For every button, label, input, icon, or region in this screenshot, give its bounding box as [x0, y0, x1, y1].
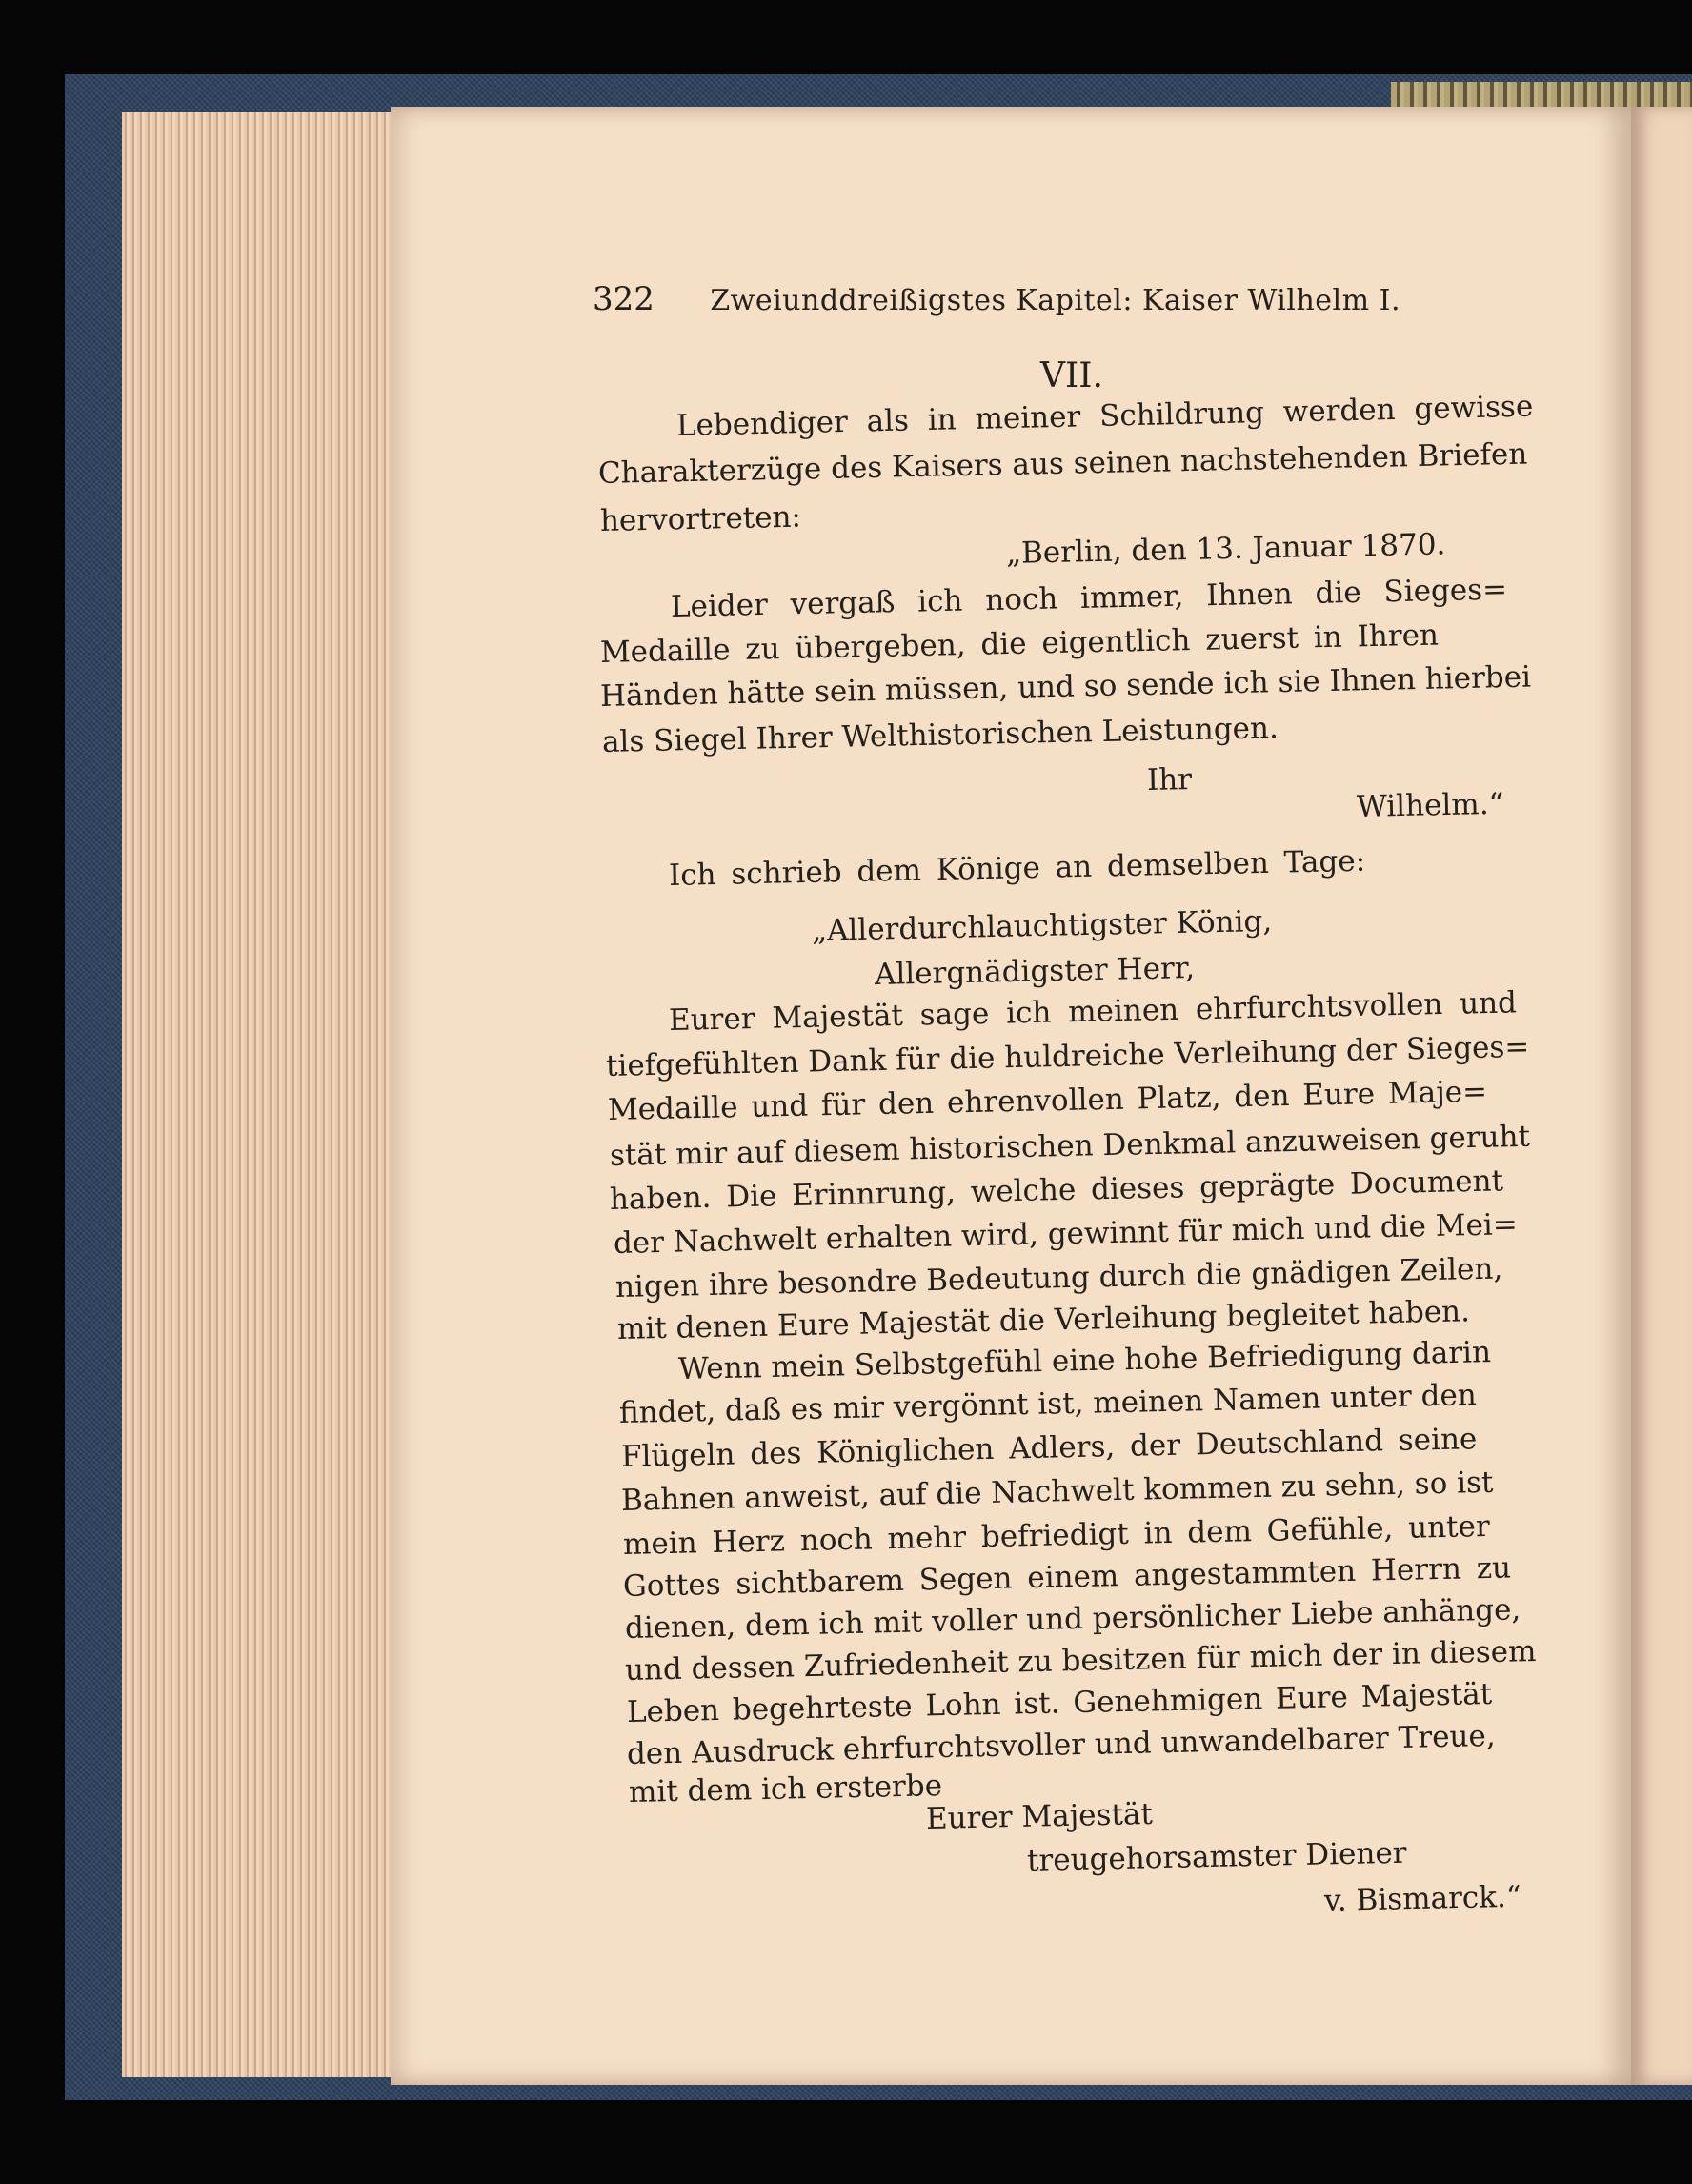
text-line: stät mir auf diesem historischen Denkmal anzuweisen geruht — [609, 1119, 1531, 1173]
text-line: nigen ihre besondre Bedeutung durch die gnädigen Zeilen, — [614, 1251, 1503, 1304]
text-line: Leben begehrteste Lohn ist. Genehmigen Eure Majestät — [626, 1676, 1493, 1729]
signature-line: v. Bismarck.“ — [1323, 1879, 1522, 1918]
text-line: mein Herz noch mehr befriedigt in dem Gefühle, unter — [622, 1508, 1491, 1562]
page-edges — [122, 112, 398, 2077]
section-heading: VII. — [1040, 356, 1103, 395]
text-line: Medaille zu übergeben, die eigentlich zuerst in Ihren — [599, 617, 1440, 670]
text-line: Wenn mein Selbstgefühl eine hohe Befriedigung darin — [677, 1335, 1492, 1386]
text-line: „Allerdurchlauchtigster König, — [811, 903, 1273, 948]
text-line: Flügeln des Königlichen Adlers, der Deutschland seine — [620, 1422, 1478, 1474]
text-line: tiefgefühlten Dank für die huldreiche Verleihung der Sieges= — [605, 1029, 1530, 1083]
text-line: Händen hätte sein müssen, und so sende ich sie Ihnen hierbei — [599, 659, 1532, 714]
text-line: Ich schrieb dem Könige an demselben Tage: — [668, 843, 1366, 893]
page-number: 322 — [593, 280, 655, 318]
headband — [1391, 82, 1692, 107]
text-line: der Nachwelt erhalten wird, gewinnt für mich und die Mei= — [613, 1207, 1519, 1261]
text-line: Lebendiger als in meiner Schildrung werden gewisse — [675, 389, 1534, 443]
text-line: den Ausdruck ehrfurchtsvoller und unwandelbarer Treue, — [626, 1718, 1496, 1771]
text-line: und dessen Zufriedenheit zu besitzen für mich der in diesem — [624, 1633, 1537, 1688]
text-line: „Berlin, den 13. Januar 1870. — [1005, 527, 1446, 571]
text-line: hervortreten: — [599, 499, 802, 538]
text-line: mit dem ich ersterbe — [628, 1769, 943, 1810]
text-line: dienen, dem ich mit voller und persönlicher Liebe anhänge, — [624, 1592, 1521, 1646]
text-line: Medaille und für den ehrenvollen Platz, den Eure Maje= — [607, 1074, 1488, 1127]
text-line: findet, daß es mir vergönnt ist, meinen Namen unter den — [618, 1378, 1478, 1430]
text-line: Eurer Majestät sage ich meinen ehrfurchtsvollen und — [668, 985, 1518, 1038]
facing-page-edge — [1631, 107, 1692, 2085]
text-line: Charakterzüge des Kaisers aus seinen nachstehenden Briefen — [597, 436, 1528, 491]
signature-line: Eurer Majestät — [925, 1797, 1154, 1836]
text-line: Bahnen anweist, auf die Nachwelt kommen zu sehn, so ist — [620, 1465, 1494, 1518]
text-line: Ihr — [1146, 762, 1193, 798]
text-line: als Siegel Ihrer Welthistorischen Leistungen. — [601, 711, 1279, 759]
text-line: haben. Die Erinnrung, welche dieses geprägte Document — [609, 1163, 1504, 1217]
text-line: Gottes sichtbarem Segen einem angestammten Herrn zu — [622, 1550, 1512, 1604]
text-line: mit denen Eure Majestät die Verleihung begleitet haben. — [616, 1294, 1471, 1346]
text-line: Leider vergaß ich noch immer, Ihnen die Sieges= — [670, 572, 1508, 624]
text-line: Wilhelm.“ — [1356, 786, 1504, 824]
running-header — [593, 280, 1400, 318]
signature-line: treugehorsamster Diener — [1026, 1835, 1407, 1878]
running-head-title: Zweiunddreißigstes Kapitel: Kaiser Wilhelm I. — [710, 284, 1400, 317]
text-line: Allergnädigster Herr, — [874, 950, 1196, 992]
